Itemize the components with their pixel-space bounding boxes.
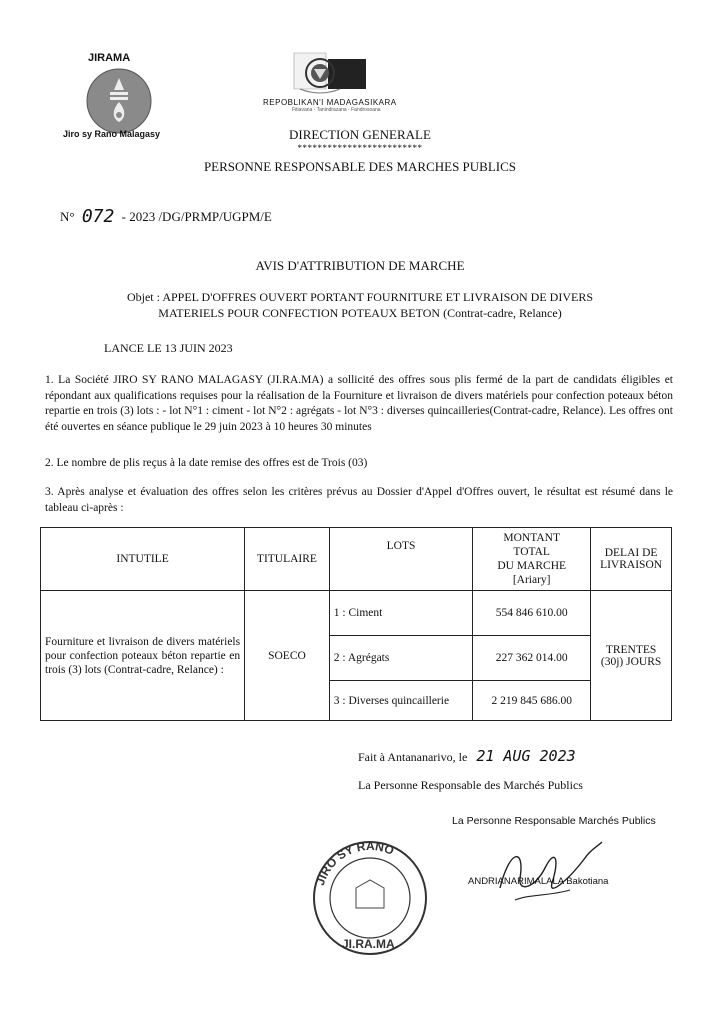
stamp-text-top: JIRO SY RANO [312, 838, 396, 888]
objet-label: Objet : [126, 290, 160, 304]
objet-text-2-suffix: (Contrat-cadre, Relance) [443, 306, 562, 320]
direction-title: DIRECTION GENERALE [289, 127, 431, 142]
objet-line-1 [60, 289, 660, 305]
cell-lot-3: 3 : Diverses quincaillerie [329, 681, 472, 721]
cell-titulaire: SOECO [245, 591, 330, 721]
header-delai-2: LIVRAISON [600, 559, 663, 571]
header-intitule: INTUTILE [41, 528, 245, 591]
cell-montant-2: 227 362 014.00 [473, 636, 591, 681]
republic-emblem-icon [280, 45, 370, 100]
objet-block [60, 289, 660, 321]
stars-divider: ************************* [297, 143, 423, 153]
cell-montant-3: 2 219 845 686.00 [473, 681, 591, 721]
document-title: AVIS D'ATTRIBUTION DE MARCHE [255, 258, 465, 273]
header-montant-1: MONTANT [503, 532, 560, 544]
table-row [41, 591, 672, 636]
signature-place-date [358, 747, 576, 765]
reference-suffix: - 2023 /DG/PRMP/UGPM/E [121, 209, 272, 224]
republic-name: REPOBLIKAN'I MADAGASIKARA [263, 98, 397, 107]
header-montant [473, 528, 591, 591]
cell-delai-2: (30j) JOURS [600, 655, 662, 668]
republic-motto: Fitiavana - Tanindrazana - Fandrosoana [292, 107, 381, 113]
table-header-row [41, 528, 672, 591]
jirama-stamp-icon [300, 828, 440, 958]
cell-lot-2: 2 : Agrégats [329, 636, 472, 681]
objet-line-2 [60, 305, 660, 321]
stamp-title: La Personne Responsable Marchés Publics [452, 815, 656, 827]
header-titulaire: TITULAIRE [245, 528, 330, 591]
paragraph-1: 1. La Société JIRO SY RANO MALAGASY (JI.RA.MA) a sollicité des offres sous plis fermé de la part de candidats éligibles et répondant aux qualifications requises pour la réalisation de la Fourniture et livraison de divers matériels pour confection poteaux béton repartie en trois (3) lots : - lot N°1 : ciment - lot N°2 : agrégats - lot N°3 : diverses quincailleries(Contrat-cadre, Relance). Les offres ont été ouvertes en séance publique le 29 juin 2023 à 10 heures 30 minutes [45, 374, 673, 433]
cell-lot-1: 1 : Ciment [329, 591, 472, 636]
jirama-logo-icon [84, 66, 154, 136]
cell-delai [591, 591, 672, 721]
stamp-text-bottom: JI.RA.MA. [341, 937, 399, 951]
org-subtitle: Jiro sy Rano Malagasy [63, 129, 161, 139]
reference-handwritten-number: 072 [81, 206, 115, 227]
svg-text:JIRO SY RANO [313, 839, 396, 887]
prmp-signature-title: La Personne Responsable des Marchés Publics [358, 778, 583, 792]
org-name: JIRAMA [88, 52, 131, 64]
header-montant-3: DU MARCHE [497, 560, 567, 572]
fait-label: Fait à Antananarivo, le [358, 750, 468, 764]
handwritten-signature-icon [490, 828, 610, 918]
cell-intitule: Fourniture et livraison de divers matériels pour confection poteaux béton repartie en trois (3) lots (Contrat-cadre, Relance) : [41, 591, 245, 721]
objet-text-1: APPEL D'OFFRES OUVERT PORTANT FOURNITURE ET LIVRAISON DE DIVERS [162, 290, 594, 304]
signature-date-stamp: 21 AUG 2023 [476, 747, 576, 765]
header-montant-4: [Ariary] [512, 574, 551, 586]
header-delai [591, 528, 672, 591]
signatory-name: ANDRIANARIMALALA Bakotiana [468, 876, 609, 887]
header-delai-1: DELAI DE [604, 547, 658, 559]
cell-delai-1: TRENTES [605, 643, 657, 656]
paragraph-2: 2. Le nombre de plis reçus à la date remise des offres est de Trois (03) [45, 457, 368, 469]
results-table [40, 527, 672, 721]
cell-montant-1: 554 846 610.00 [473, 591, 591, 636]
reference-number [60, 205, 272, 226]
header-montant-2: TOTAL [513, 546, 550, 558]
header-lots: LOTS [329, 528, 472, 591]
prmp-title: PERSONNE RESPONSABLE DES MARCHES PUBLICS [203, 159, 517, 174]
reference-prefix: N° [60, 209, 75, 224]
objet-text-2: MATERIELS POUR CONFECTION POTEAUX BETON [158, 306, 441, 320]
paragraph-3: 3. Après analyse et évaluation des offres selon les critères prévus au Dossier d'Appel d'Offres ouvert, le résultat est résumé dans le tableau ci-après : [45, 486, 673, 514]
launch-date: LANCE LE 13 JUIN 2023 [104, 341, 233, 355]
